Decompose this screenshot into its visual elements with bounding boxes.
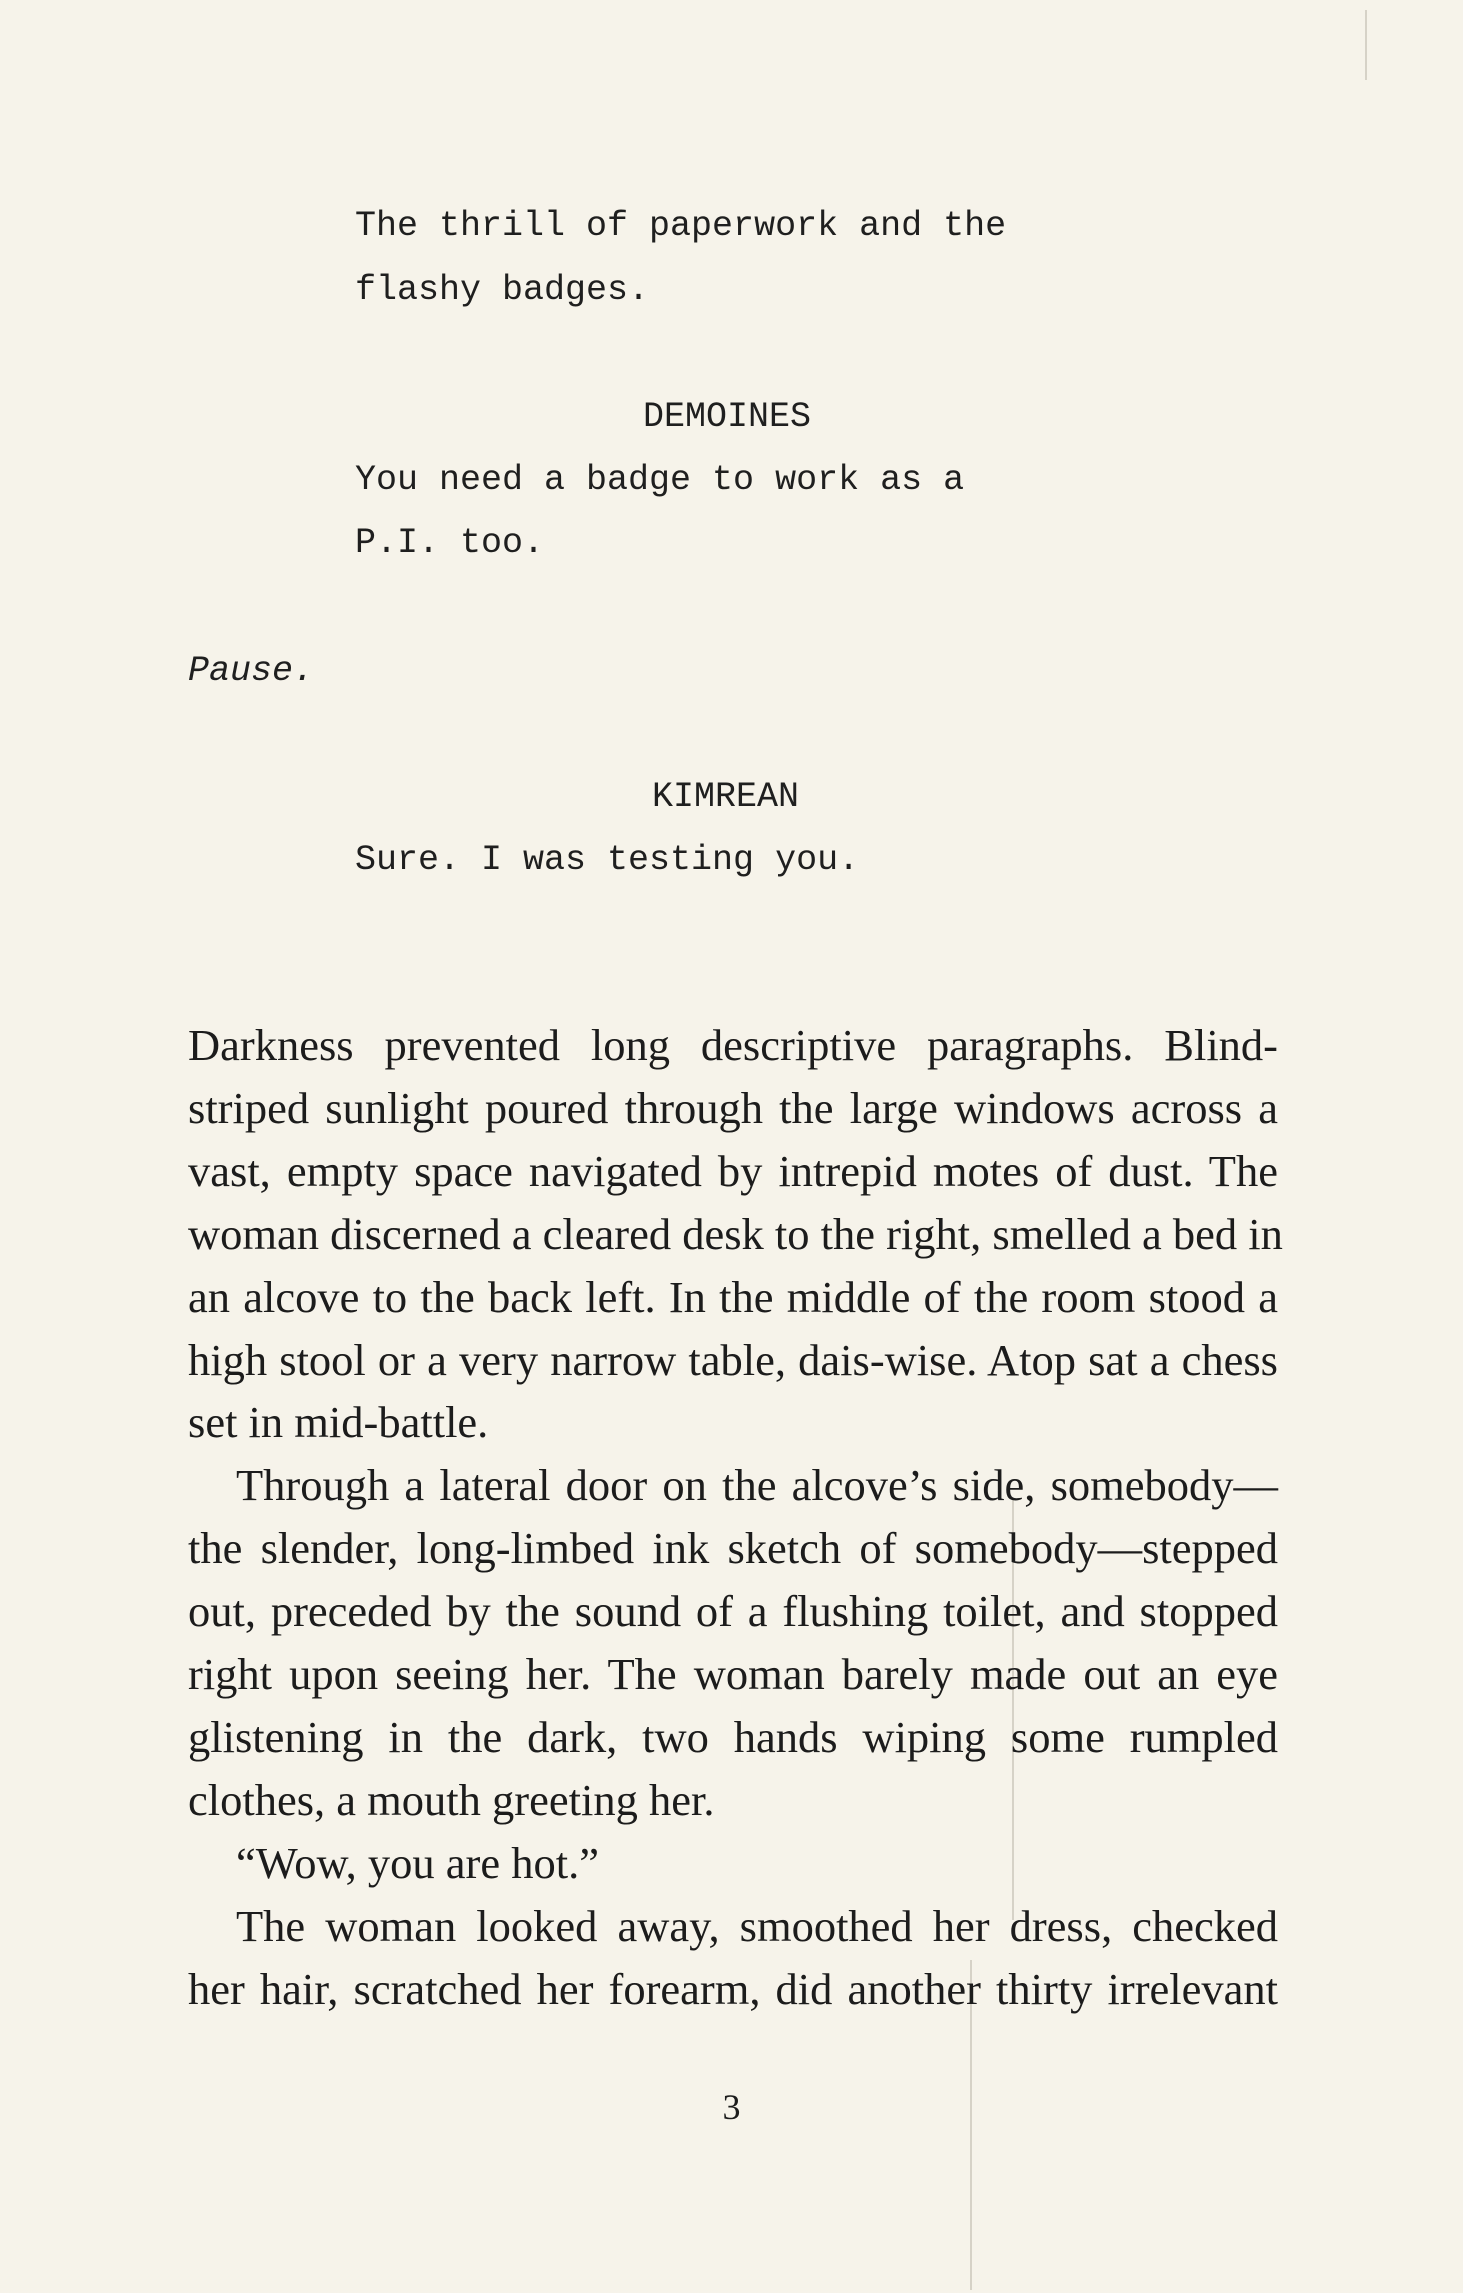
action-line: Pause. [188, 651, 315, 691]
prose-line: out, preceded by the sound of a flushing toilet, and stopped [188, 1586, 1278, 1637]
prose-line: her hair, scratched her forearm, did another thirty irrelevant [188, 1963, 1278, 2014]
prose-line: right upon seeing her. The woman barely made out an eye [188, 1649, 1278, 1700]
prose-line: Darkness prevented long descriptive paragraphs. Blind- [188, 1020, 1278, 1070]
dialogue-line: The thrill of paperwork and the [355, 206, 1007, 246]
dialogue-line: P.I. too. [355, 523, 545, 563]
prose-line: striped sunlight poured through the large windows across a [188, 1082, 1278, 1133]
prose-line: “Wow, you are hot.” [236, 1837, 599, 1888]
prose-line: Through a lateral door on the alcove’s side, somebody— [236, 1460, 1278, 1511]
paper-crease [1365, 10, 1367, 80]
prose-line: woman discerned a cleared desk to the right, smelled a bed in [188, 1208, 1283, 1259]
prose-line: glistening in the dark, two hands wiping some rumpled [188, 1711, 1278, 1762]
character-name: DEMOINES [643, 397, 812, 437]
prose-line: vast, empty space navigated by intrepid motes of dust. The [188, 1145, 1278, 1196]
prose-line: the slender, long-limbed ink sketch of somebody—stepped [188, 1523, 1278, 1574]
prose-line: set in mid-battle. [188, 1397, 489, 1448]
prose-body [188, 1014, 1283, 2021]
character-name: KIMREAN [652, 777, 800, 817]
dialogue-line: You need a badge to work as a [355, 460, 965, 500]
prose-line: an alcove to the back left. In the middle of the room stood a [188, 1271, 1278, 1322]
prose-line: clothes, a mouth greeting her. [188, 1774, 715, 1825]
prose-line: high stool or a very narrow table, dais-wise. Atop sat a chess [188, 1334, 1278, 1385]
dialogue-line: flashy badges. [355, 270, 650, 310]
dialogue-line: Sure. I was testing you. [355, 840, 860, 880]
page-number: 3 [722, 2087, 741, 2127]
prose-line: The woman looked away, smoothed her dress, checked [236, 1900, 1278, 1951]
